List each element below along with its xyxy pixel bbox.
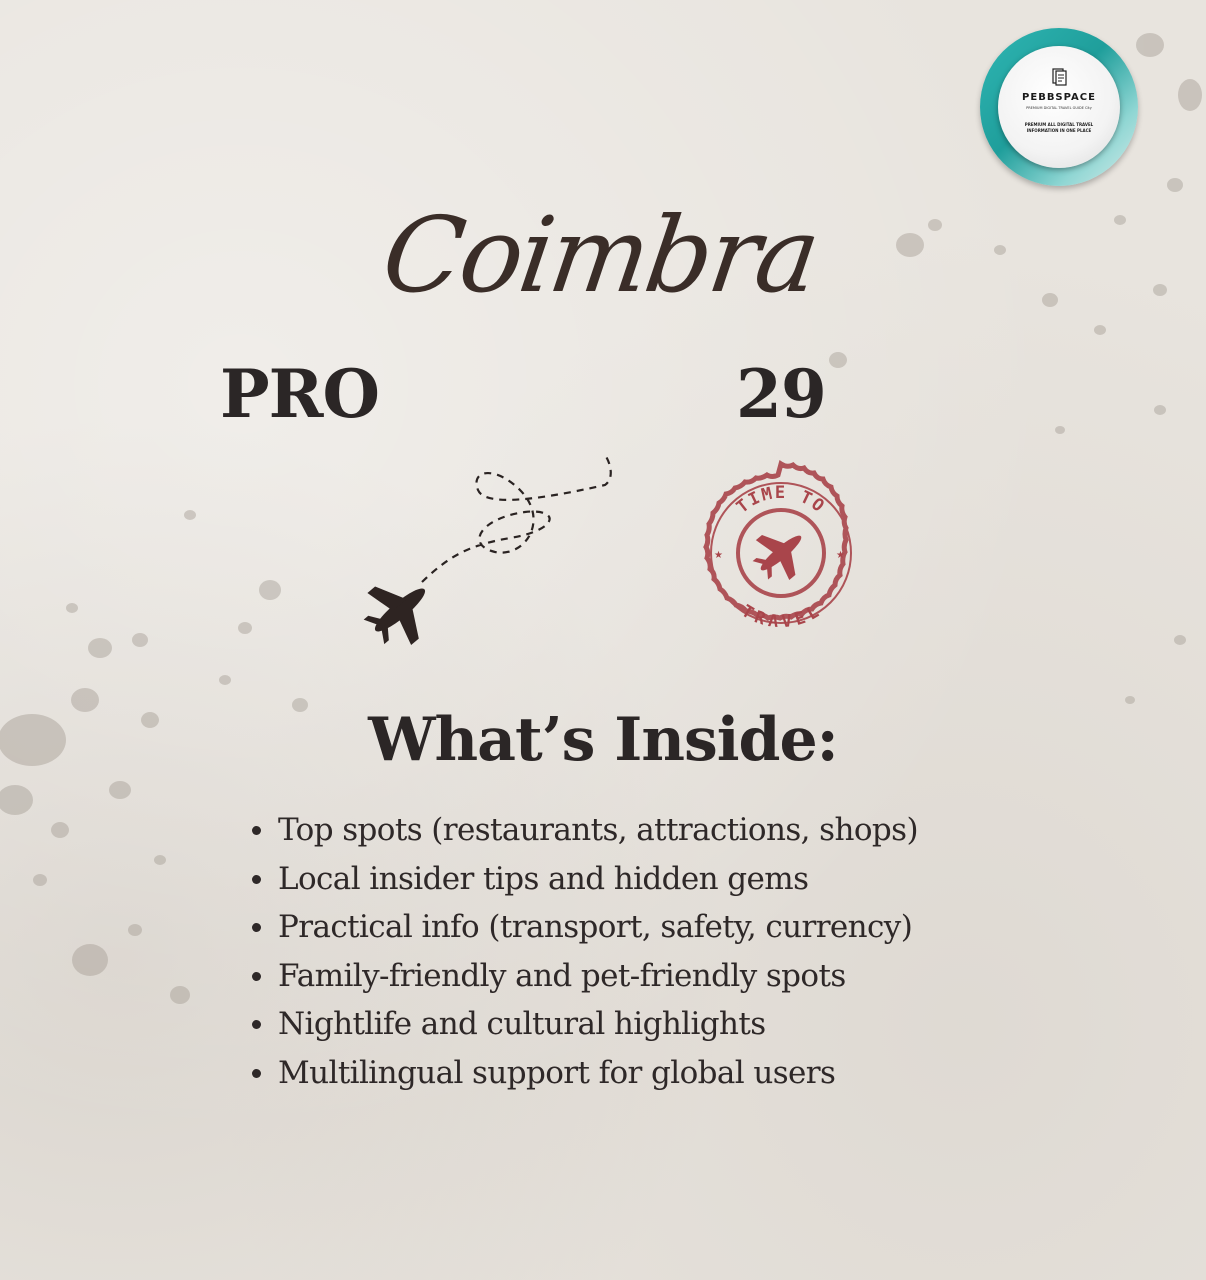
svg-text:TIME TO xyxy=(733,483,829,518)
list-item-text: Practical info (transport, safety, currency) xyxy=(278,909,913,945)
bullet-icon xyxy=(252,826,261,835)
bullet-icon xyxy=(252,972,261,981)
logo-brand: PEBBSPACE xyxy=(1022,92,1096,103)
bullet-icon xyxy=(252,1020,261,1029)
feature-list xyxy=(248,806,918,1097)
document-icon xyxy=(1051,68,1067,86)
logo-center xyxy=(998,46,1120,168)
svg-text:★: ★ xyxy=(836,550,845,561)
stamp-bottom-text: TRAVEL xyxy=(737,601,825,633)
svg-text:★: ★ xyxy=(714,550,723,561)
bullet-icon xyxy=(252,923,261,932)
list-item xyxy=(248,903,918,952)
list-item-text: Local insider tips and hidden gems xyxy=(278,860,809,897)
list-item-text: Multilingual support for global users xyxy=(278,1054,836,1091)
list-item-text: Family-friendly and pet-friendly spots xyxy=(278,957,846,994)
plan-label: PRO xyxy=(220,355,379,433)
list-item-text: Top spots (restaurants, attractions, shops) xyxy=(278,812,918,848)
airplane-icon xyxy=(744,516,818,590)
list-item xyxy=(248,855,918,904)
plan-price: 29 xyxy=(736,355,826,433)
airplane-icon xyxy=(360,563,446,650)
logo-tagline: PREMIUM ALL DIGITAL TRAVEL INFORMATION IN ONE PLACE xyxy=(1024,122,1094,133)
list-item xyxy=(248,1000,918,1049)
bullet-icon xyxy=(252,1069,261,1078)
dashed-flight-path xyxy=(422,455,611,582)
bullet-icon xyxy=(252,875,261,884)
list-item xyxy=(248,806,918,855)
pebbspace-logo xyxy=(980,28,1140,188)
flight-path-decoration xyxy=(360,450,620,650)
list-item-text: Nightlife and cultural highlights xyxy=(278,1006,766,1042)
list-item xyxy=(248,1049,918,1098)
section-heading: What’s Inside: xyxy=(368,705,838,775)
time-to-travel-stamp xyxy=(686,458,876,648)
list-item xyxy=(248,952,918,1001)
city-title: Coimbra xyxy=(375,194,825,316)
logo-tagline-small: PREMIUM DIGITAL TRAVEL GUIDE City xyxy=(1026,106,1092,110)
stamp-top-text: TIME TO xyxy=(732,483,830,518)
